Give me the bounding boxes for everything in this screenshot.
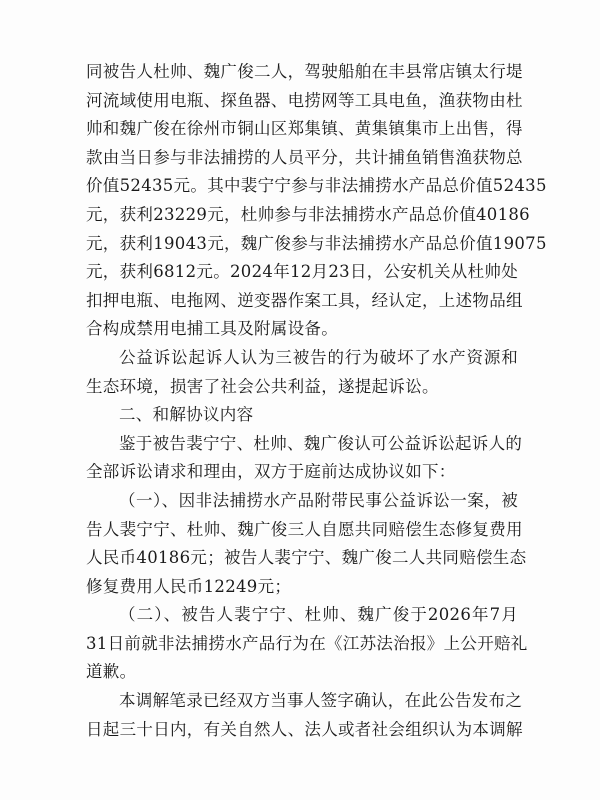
text-line: 告人裴宁宁、杜帅、魏广俊三人自愿共同赔偿生态修复费用 [86,519,523,539]
text-line: 价值52435元。其中裴宁宁参与非法捕捞水产品总价值52435 [86,176,547,196]
text-line: 修复费用人民币12249元； [86,576,292,596]
text-line: 本调解笔录已经双方当事人签字确认，在此公告发布之 [119,691,523,711]
text-line: 二、和解协议内容 [119,405,254,425]
text-line: 人民币40186元；被告人裴宁宁、魏广俊二人共同赔偿生态 [86,548,527,568]
text-line: 鉴于被告裴宁宁、杜帅、魏广俊认可公益诉讼起诉人的 [119,433,523,453]
text-line: （二）、被告人裴宁宁、杜帅、魏广俊于2026年7月 [119,605,518,625]
text-line: 元，获利19043元，魏广俊参与非法捕捞水产品总价值19075 [86,233,547,253]
text-line: 生态环境，损害了社会公共利益，遂提起诉讼。 [86,376,439,396]
text-line: 日起三十日内，有关自然人、法人或者社会组织认为本调解 [86,719,523,739]
text-line: 帅和魏广俊在徐州市铜山区郑集镇、黄集镇集市上出售，得 [86,119,523,139]
text-line: 31日前就非法捕捞水产品行为在《江苏法治报》上公开赔礼 [86,633,528,653]
text-line: （一）、因非法捕捞水产品附带民事公益诉讼一案，被 [119,490,518,510]
text-line: 公益诉讼起诉人认为三被告的行为破坏了水产资源和 [119,347,518,367]
text-line: 同被告人杜帅、魏广俊二人，驾驶船舶在丰县常店镇太行堤 [86,62,523,81]
text-line: 元，获利6812元。2024年12月23日，公安机关从杜帅处 [86,262,518,282]
text-line: 道歉。 [86,662,137,682]
text-line: 元，获利23229元，杜帅参与非法捕捞水产品总价值40186 [86,204,530,224]
text-line: 合构成禁用电捕工具及附属设备。 [86,319,338,339]
text-line: 扣押电瓶、电拖网、逆变器作案工具，经认定，上述物品组 [86,290,523,310]
text-line: 河流域使用电瓶、探鱼器、电捞网等工具电鱼，渔获物由杜 [86,90,523,110]
text-line: 全部诉讼请求和理由，双方于庭前达成协议如下： [86,462,456,482]
text-line: 款由当日参与非法捕捞的人员平分，共计捕鱼销售渔获物总 [86,147,523,167]
